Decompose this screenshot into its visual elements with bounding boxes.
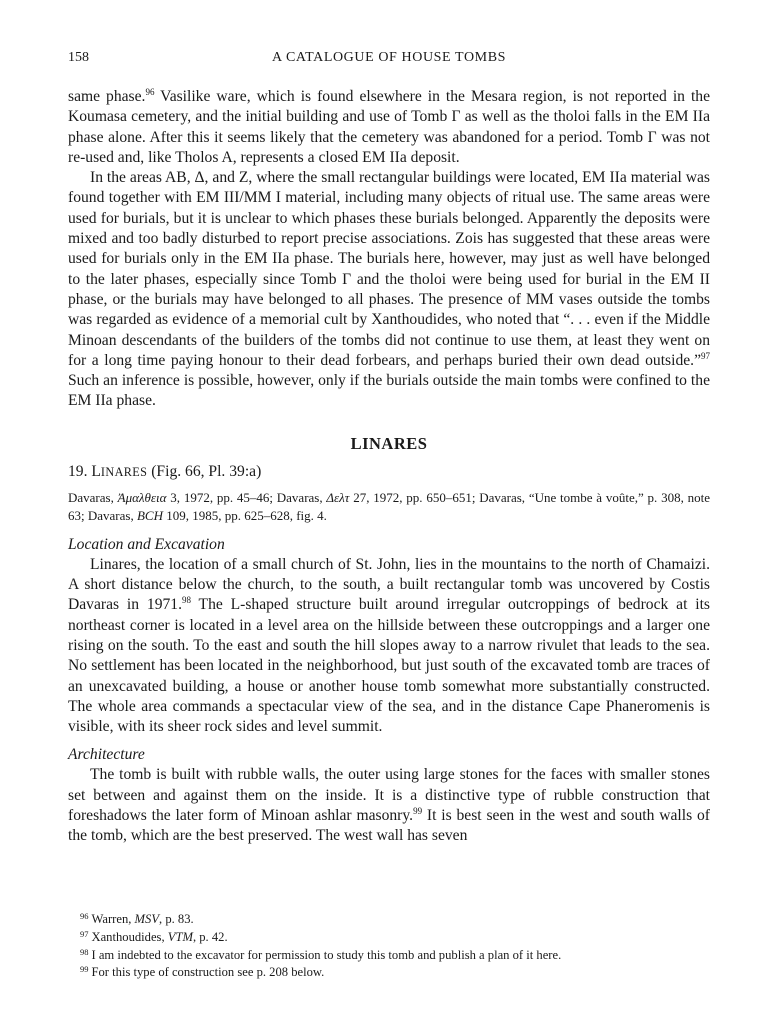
text-run: Xanthoudides, [91,929,168,944]
footnote-number: 99 [80,964,89,975]
entry-reference: (Fig. 66, Pl. 39:a) [147,462,262,480]
text-run: Davaras, [68,489,118,505]
text-run: 109, 1985, pp. 625–628, fig. 4. [162,507,327,523]
text-run: same phase. [68,88,146,105]
text-run: I am indebted to the excavator for permission to study this tomb and publish a plan of it here. [91,947,562,962]
footnote [80,947,710,965]
work-title: MSV [134,912,160,926]
text-run: 3, 1972, pp. 45–46; Davaras, [166,489,327,505]
journal-title: BCH [136,507,163,523]
text-run: , p. 83. [159,912,194,926]
paragraph-location [68,555,710,738]
text-run: Warren, [91,912,135,926]
section-title: LINARES [350,433,428,453]
running-head-title: A CATALOGUE OF HOUSE TOMBS [271,50,507,65]
text-run: , p. 42. [192,929,228,944]
footnote [80,911,710,929]
text-run: The L-shaped structure built around irregular outcroppings of bedrock at its northeast corner is located in a level area on the hillside between these outcroppings and a larger one rising on the south. To the east and south the hill slopes away to a narrow rivulet that leads to the sea. No settlement has been located in the neighborhood, but just south of the excavated tomb are traces of an unexcavated building, a house or another house tomb somewhat more substantially constructed. The whole area commands a spectacular view of the sea, and in the distance Cape Phaneromenis is visible, with its sheer rock sides and level summit. [68,596,710,736]
text-run: For this type of construction see p. 208 below. [91,965,325,980]
entry-name-rest: INARES [100,464,148,479]
footnote-ref-96[interactable]: 96 [145,87,155,97]
footnote-ref-97[interactable]: 97 [701,350,710,361]
text-run: It is best seen in the west and south walls of the tomb, which are the best preserved. The west wall has seven [68,807,710,845]
running-head [68,50,710,70]
text-run: Vasilike ware, which is found elsewhere in the Mesara region, is not reported in the Koumasa cemetery, and the initial building and use of Tomb Γ as well as the tholoi falls in the EM IIa phase alone. After this it seems likely that the cemetery was abandoned for a period. Tomb Γ was not re-used and, like Tholos A, represents a closed EM IIa deposit. [68,88,711,166]
journal-title: Δελτ [326,489,350,505]
main-text [68,87,710,847]
paragraph-architecture [68,765,710,846]
entry-number: 19. [68,462,92,480]
bibliography [68,489,710,525]
paragraph-areas-ab-delta-z [68,168,710,412]
subheading-architecture: Architecture [68,746,145,764]
page-number: 158 [68,50,89,65]
subheading-location: Location and Excavation [68,535,225,553]
catalogue-entry-heading [68,462,710,482]
footnote-number: 98 [80,946,89,957]
text-run: The tomb is built with rubble walls, the outer using large stones for the faces with smaller stones set between and against them on the inside. It is a distinctive type of rubble construction that foreshadows the later form of Minoan ashlar masonry. [68,766,710,825]
text-run: Linares, the location of a small church of St. John, lies in the mountains to the north of Chamaizi. A short distance below the church, to the south, a built rectangular tomb was uncovered by Costis Davaras in 1971. [68,555,710,614]
footnote-ref-99[interactable]: 99 [413,806,423,817]
journal-title: Ἀμαλθεια [117,489,167,505]
paragraph-koumasa-phase [68,87,710,168]
text-run: 27, 1972, pp. 650–651; Davaras, “Une tombe à voûte,” p. 308, note 63; Davaras, [68,489,710,523]
footnote [80,964,710,982]
text-run: Such an inference is possible, however, only if the burials outside the main tombs were confined to the EM IIa phase. [68,372,710,410]
footnote-number: 96 [80,911,89,921]
text-run: In the areas AB, Δ, and Z, where the small rectangular buildings were located, EM IIa material was found together with EM III/MM I material, including many objects of ritual use. The same areas were used for burials, but it is unclear to which phases these burials belonged. Apparently the deposits were mixed and too badly disturbed to report precise associations. Zois has suggested that these areas were used for burials only in the EM IIa phase. The burials here, however, may just as well have belonged to the later phases, especially since Tomb Γ and the tholoi were being used for burial in the EM II phase, or the burials may have belonged to all phases. The presence of MM vases outside the tombs was regarded as evidence of a memorial cult by Xanthoudides, who noted that “. . . even if the Middle Minoan descendants of the builders of the tombs did not continue to use them, at least they went on for a long time paying honour to their dead forbears, and perhaps buried their own dead outside.” [68,169,710,369]
entry-name-initial: L [91,462,101,480]
footnotes [80,911,710,982]
footnote-ref-98[interactable]: 98 [181,595,191,606]
footnote-number: 97 [80,928,89,939]
work-title: VTM [167,929,193,944]
footnote [80,929,710,947]
